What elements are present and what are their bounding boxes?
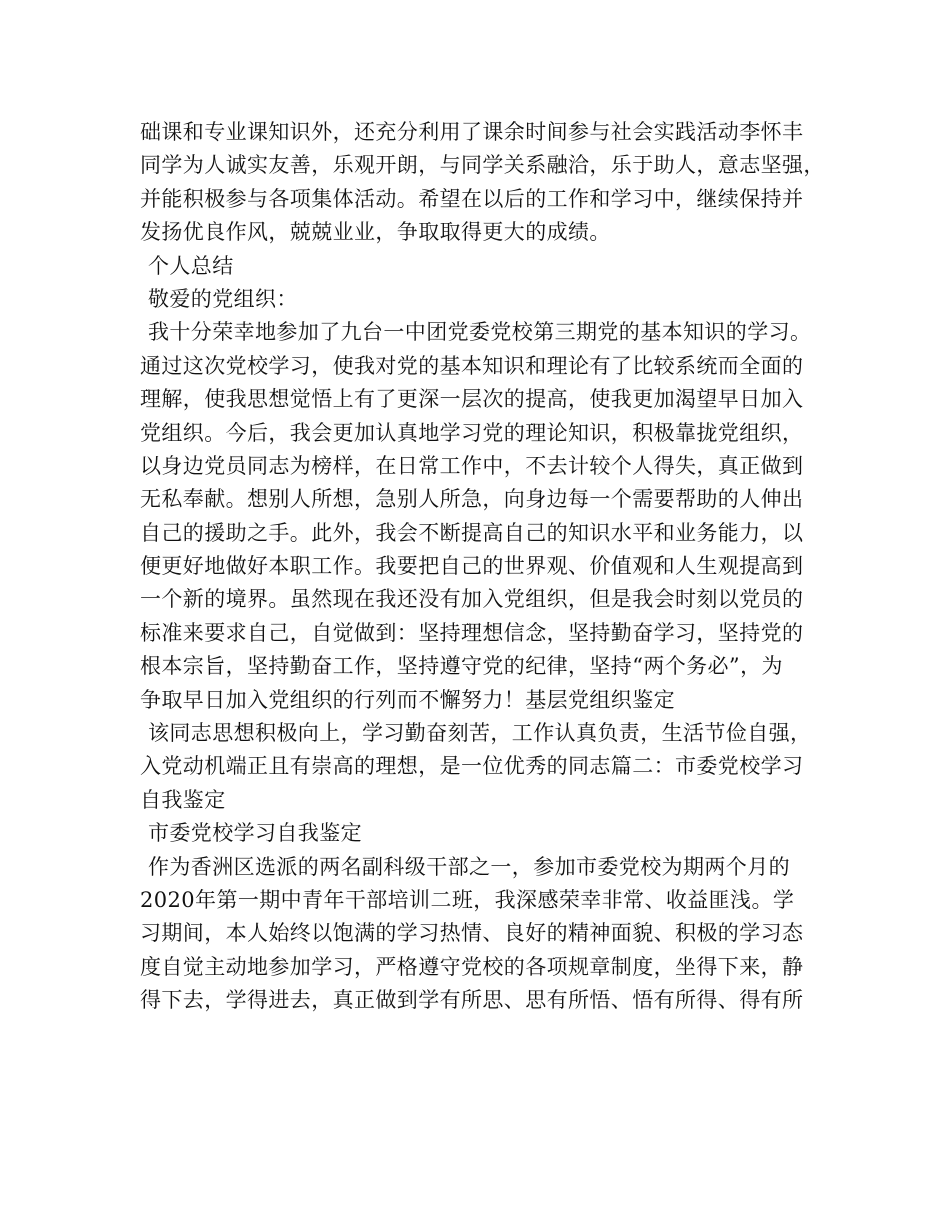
text-line: 发扬优良作风，兢兢业业，争取取得更大的成绩。	[140, 220, 611, 245]
text-line: 根本宗旨，坚持勤奋工作，坚持遵守党的纪律，坚持“两个务必”，为	[140, 654, 783, 679]
text-line: 我十分荣幸地参加了九台一中团党委党校第三期党的基本知识的学习。	[148, 320, 812, 345]
text-line: 习期间，本人始终以饱满的学习热情、良好的精神面貌、积极的学习态	[140, 921, 804, 946]
text-line: 通过这次党校学习，使我对党的基本知识和理论有了比较系统而全面的	[140, 353, 804, 378]
text-line: 并能积极参与各项集体活动。希望在以后的工作和学习中，继续保持并	[140, 186, 804, 211]
text-line: 该同志思想积极向上，学习勤奋刻苦，工作认真负责，生活节俭自强，	[148, 721, 812, 746]
text-line: 便更好地做好本职工作。我要把自己的世界观、价值观和人生观提高到	[140, 554, 804, 579]
text-line: 入党动机端正且有崇高的理想，是一位优秀的同志篇二：市委党校学习	[140, 754, 804, 779]
text-line: 以身边党员同志为榜样，在日常工作中，不去计较个人得失，真正做到	[140, 453, 804, 478]
section-heading: 市委党校学习自我鉴定	[148, 821, 362, 846]
salutation: 敬爱的党组织：	[148, 286, 298, 311]
text-line: 标准来要求自己，自觉做到：坚持理想信念，坚持勤奋学习，坚持党的	[140, 620, 804, 645]
text-line: 2020年第一期中青年干部培训二班，我深感荣幸非常、收益匪浅。学	[140, 887, 795, 912]
text-line: 得下去，学得进去，真正做到学有所思、思有所悟、悟有所得、得有所	[140, 988, 804, 1013]
text-line: 争取早日加入党组织的行列而不懈努力！基层党组织鉴定	[140, 687, 675, 712]
text-line: 无私奉献。想别人所想，急别人所急，向身边每一个需要帮助的人伸出	[140, 487, 804, 512]
text-line: 础课和专业课知识外，还充分利用了课余时间参与社会实践活动李怀丰	[140, 120, 804, 144]
text-line: 理解，使我思想觉悟上有了更深一层次的提高，使我更加渴望早日加入	[140, 387, 804, 412]
text-line: 自己的援助之手。此外，我会不断提高自己的知识水平和业务能力，以	[140, 520, 804, 545]
text-line: 一个新的境界。虽然现在我还没有加入党组织，但是我会时刻以党员的	[140, 587, 804, 612]
document-body	[140, 116, 830, 1018]
text-line: 作为香洲区选派的两名副科级干部之一，参加市委党校为期两个月的	[148, 854, 790, 879]
section-heading: 个人总结	[148, 253, 234, 278]
text-line: 党组织。今后，我会更加认真地学习党的理论知识，积极靠拢党组织，	[140, 420, 804, 445]
text-line: 同学为人诚实友善，乐观开朗，与同学关系融洽，乐于助人，意志坚强，	[140, 153, 825, 178]
text-line: 度自觉主动地参加学习，严格遵守党校的各项规章制度，坐得下来，静	[140, 954, 804, 979]
text-line: 自我鉴定	[140, 787, 226, 812]
